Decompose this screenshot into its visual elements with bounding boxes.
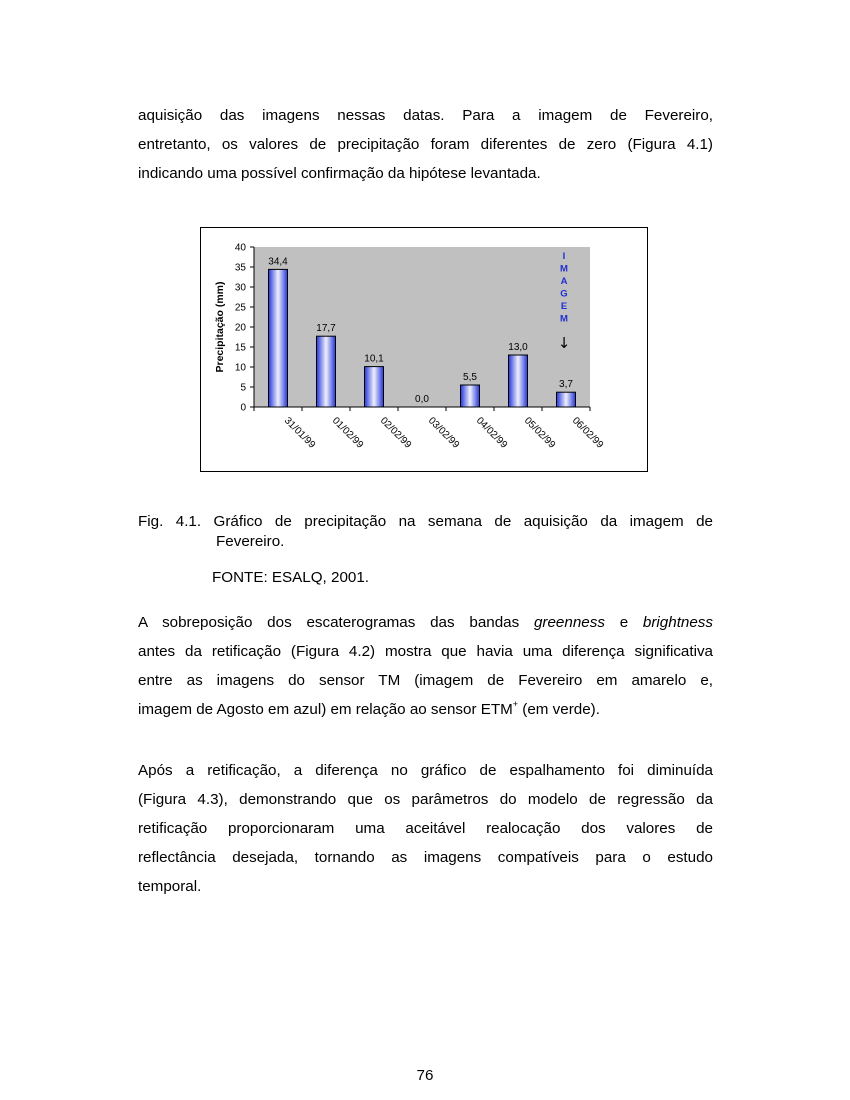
text-line: indicando uma possível confirmação da hipótese levantada.: [138, 165, 541, 182]
precipitation-bar-chart: [201, 228, 647, 471]
data-label: 13,0: [508, 342, 528, 353]
precipitation-chart-figure: [200, 227, 648, 472]
x-tick-label: 01/02/99: [329, 415, 366, 451]
text-line: temporal.: [138, 878, 202, 895]
text-line: entre as imagens do sensor TM (imagem de Fevereiro em amarelo e,: [138, 672, 713, 689]
text-line: antes da retificação (Figura 4.2) mostra que havia uma diferença significativa: [138, 643, 713, 660]
image-annotation-letter: M: [560, 313, 568, 325]
y-tick-label: 15: [234, 342, 246, 354]
text-line: Após a retificação, a diferença no gráfico de espalhamento foi diminuída: [138, 762, 713, 779]
y-tick-label: 35: [234, 262, 246, 274]
page-number: 76: [416, 1067, 434, 1084]
bar: [461, 385, 480, 407]
data-label: 5,5: [463, 372, 477, 383]
data-label: 0,0: [415, 394, 429, 405]
bar: [557, 392, 576, 407]
y-tick-label: 10: [234, 362, 246, 374]
image-annotation-letter: I: [562, 251, 566, 262]
y-tick-label: 30: [234, 282, 246, 294]
image-annotation-letter: A: [560, 276, 568, 287]
image-annotation-letter: E: [560, 301, 568, 312]
paragraph-scatterplot-after: [138, 756, 713, 901]
paragraph-scatterplot-before: [138, 608, 713, 724]
x-tick-label: 04/02/99: [473, 415, 510, 451]
superscript-plus: +: [512, 699, 519, 709]
text-run: (em verde).: [518, 701, 600, 718]
paragraph-precipitation-intro: [138, 101, 713, 188]
figure-source: FONTE: ESALQ, 2001.: [212, 569, 369, 586]
y-tick-label: 25: [234, 302, 246, 314]
data-label: 17,7: [316, 323, 336, 335]
x-tick-label: 05/02/99: [521, 415, 558, 451]
data-label: 3,7: [559, 379, 573, 391]
text-line: reflectância desejada, tornando as imagens compatíveis para o estudo: [138, 849, 713, 866]
bar: [317, 336, 336, 407]
text-line: aquisição das imagens nessas datas. Para a imagem de Fevereiro,: [138, 107, 713, 124]
data-label: 34,4: [268, 256, 288, 268]
y-axis-title: Precipitação (mm): [214, 281, 226, 373]
text-line: entretanto, os valores de precipitação foram diferentes de zero (Figura 4.1): [138, 136, 713, 153]
bar: [365, 367, 384, 407]
text-line: [138, 695, 713, 724]
text-run: imagem de Agosto em azul) em relação ao sensor ETM: [138, 701, 513, 718]
y-tick-label: 0: [240, 402, 246, 414]
text-line: [138, 608, 713, 637]
term-greenness: greenness: [533, 614, 605, 631]
image-annotation-letter: G: [560, 288, 568, 300]
down-arrow-icon: ↓: [557, 334, 571, 352]
text-run: A sobreposição dos escaterogramas das bandas: [138, 614, 534, 631]
y-tick-label: 40: [234, 242, 246, 254]
y-tick-label: 20: [234, 322, 246, 334]
text-run: e: [604, 614, 643, 631]
data-label: 10,1: [364, 353, 384, 365]
x-tick-label: 02/02/99: [377, 415, 414, 451]
text-line: retificação proporcionaram uma aceitável realocação dos valores de: [138, 820, 713, 837]
x-tick-label: 31/01/99: [281, 415, 318, 451]
x-tick-label: 03/02/99: [425, 415, 462, 451]
plot-area: [254, 247, 590, 407]
text-line: (Figura 4.3), demonstrando que os parâmetros do modelo de regressão da: [138, 791, 713, 808]
bar: [509, 355, 528, 407]
term-brightness: brightness: [642, 614, 713, 631]
figure-caption: Fig. 4.1. Gráfico de precipitação na semana de aquisição da imagem de: [138, 513, 713, 530]
figure-caption-continuation: Fevereiro.: [216, 533, 285, 550]
y-tick-label: 5: [240, 382, 246, 394]
bar: [269, 269, 288, 407]
x-tick-label: 06/02/99: [569, 415, 606, 451]
image-annotation-letter: M: [560, 263, 568, 275]
